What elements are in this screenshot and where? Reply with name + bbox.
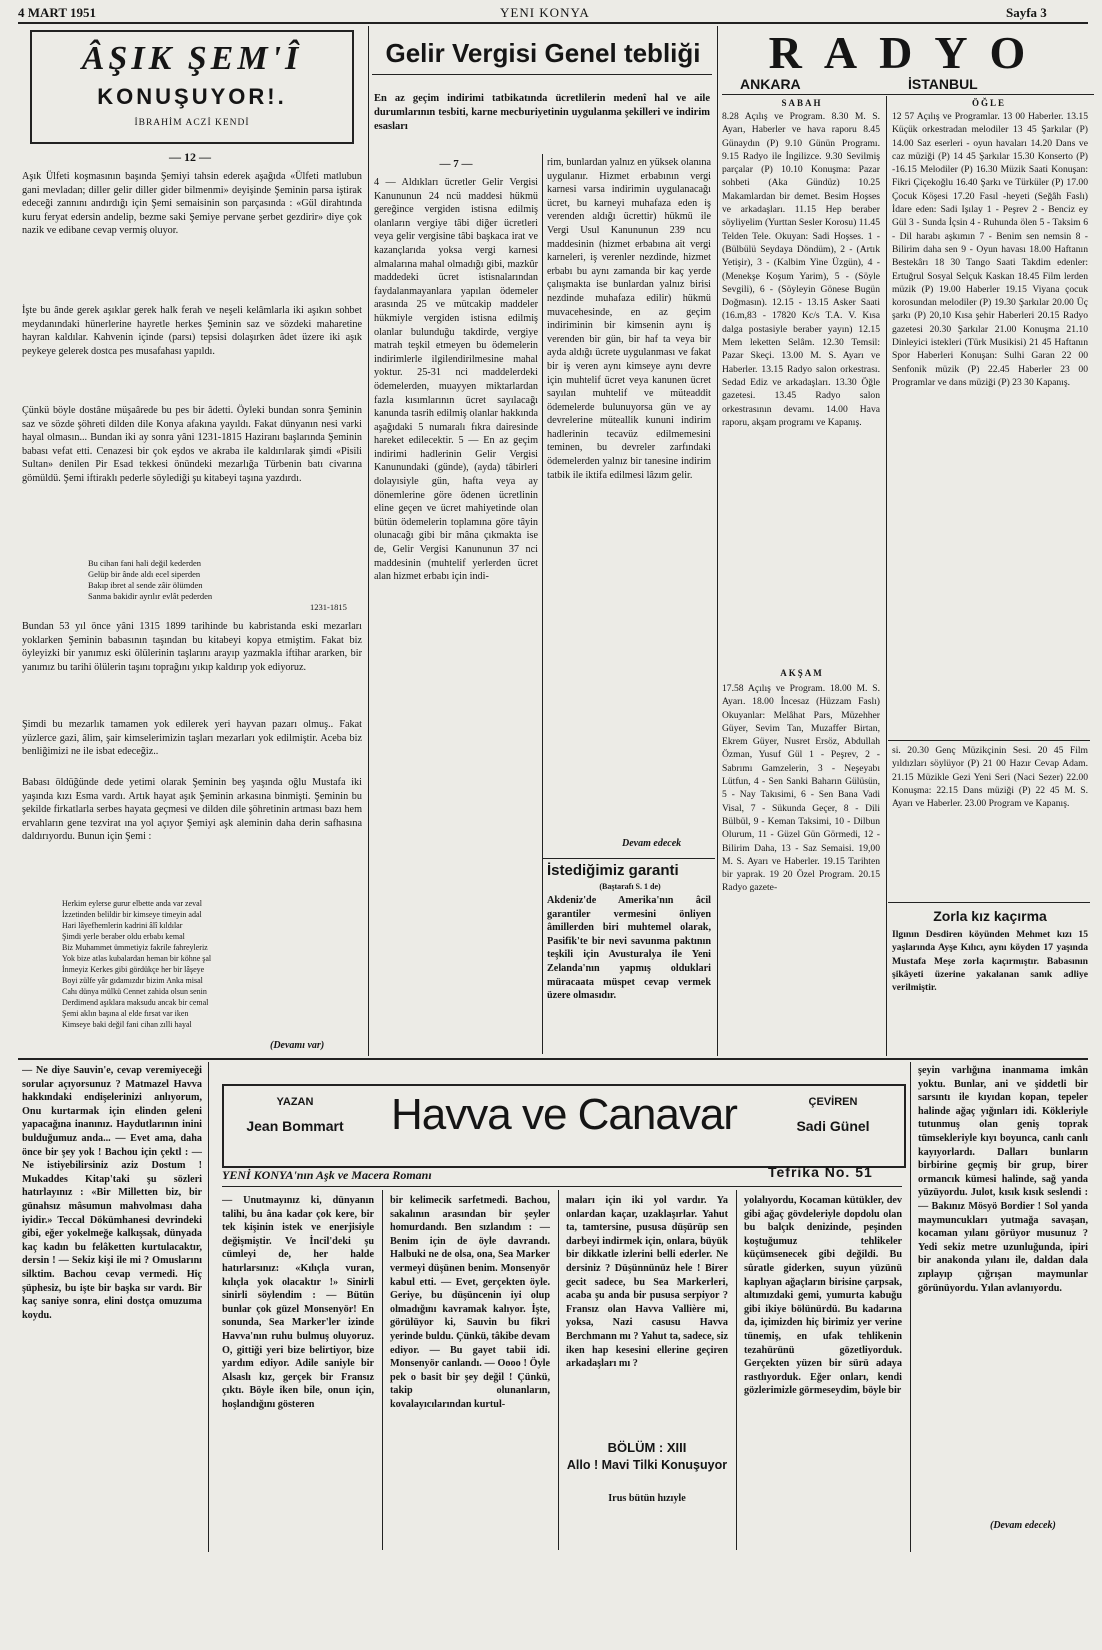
radyo-ogle: ÖĞLE [971,98,1006,108]
radyo-istanbul-program: 12 57 Açılış ve Programlar. 13 00 Haberler. 13.15 Küçük orkestradan melodiler 13 45 Şarkılar (P) 14.00 Saz eserleri - oyun havaları 14.20 Dans ve caz müziği (P) 14 45 Şarkılar 15.30 Konserto (P) -16.15 Melodiler (P) 16.30 Müzik Saati Konuşan: Fikri Çiçekoğlu 16.40 Şarkı ve Türküler (P) 17.00 Çocuk Köşesi 17.20 Fasıl -heyeti (Seğâh Faslı) İdare eden: Sadi Işılay 1 - Peşrev 2 - Benciz ey Gül 3 - Sunda İçsin 4 - Ruhunda ölen 5 - Taksim 6 - Dil harabı aşkımın 7 - Benim sen nemsin 8 - Bilirim daha sen 9 - Oyun havası 18.00 Haftanın Bestekârı 18 30 Tango Saati Takdim edenler: Ertuğrul Sosyal Selçuk Kaskan 18.45 Film lerden müzik (P) 19.00 Haberler 19.15 Viyana çocuk korosundan melodiler (P) 19.30 Şarkılar 20.00 Üç şarkı (P) 20,10 Kısa şehir Haberleri 20.15 Radyo gazetesi 20.30 Şarkılar 21.00 Konuşma 21.10 Dinleyici istekleri (Türk Musikisi) 21 45 Haftanın Spor Haberleri Konuşan: Sulhi Garan 22 00 Senfonik müzik (P) 22.45 Haberler 23 00 Programlar ve dans müziği (P) 23 30 Kapanış. [892,111,1088,388]
poem-line: Bakıp ibret al sende zâir ölümden [88,580,203,590]
asik-part: — 12 — [169,150,211,164]
poem-line: Yok bize atlas kubalardan heman bir köhne şal [62,954,212,963]
asik-para-6: Babası öldüğünde dede yetimi olarak Şeminin beş yaşında oğlu Mustafa iki yaşında kızı Esma vardı. Artık hayat aşık Şeminin arkasına binmişti. Şeminin bu şekilde firkatlarla serbes hayata geçmesi ve dilden dile şöhretinin artması bazı hem ervahların gene tezvirat ına yol açıyor Şemiyi aşk aleminin daha derin safhasına daldırıyordu. Bunun için Şemi : [22,777,362,843]
havva-ceviren-label: ÇEVİREN [808,1096,858,1108]
radyo-col-divider [886,96,887,1056]
gelir-title: Gelir Vergisi Genel tebliği [385,38,701,68]
havva-right-col: şeyin varlığına inanmama imkân yoktu. Bunlar, ani ve şiddetli bir sarsıntı ile kıyıdan kopan, tepeler halinde ağaç yığınları idi. Kökleriyle tutunmuş olan geniş toprak tümsekleriyle kıyı boyunca, canlı canlı kayıyorlardı. Dalları bunların birbirine geçmiş bir grup, birer ormancık kümesi halinde, sağ yanda yüzüyordu. Julot, kısık kısık seslendi : — Bakınız Mösyö Bordier ! Sol yanda maymuncukları yutmağa savaşan, kocaman yılanı görüyor musunuz ? Yedi sekiz metre uzunluğunda, ipiri bir anakonda yılanı ile, daldan dala zıplayıp çığrışan maymunlar görünüyordu. Yılan avlanıyordu. [918,1065,1088,1294]
havva-col-divider [736,1190,737,1550]
havva-col-3b: Irus bütün hızıyle [608,1493,686,1504]
asik-title-box [30,30,354,144]
asik-para-5: Şimdi bu mezarlık tamamen yok edilerek yeri hayvan pazarı olmuş.. Fakat yüzlerce gazi, âlim, şair kimselerimizin taşları mezarları yok edilmiştir. Aceba biz benliğimizi ne ile isbat edeceğiz.. [22,719,362,758]
poem-line: Cahı dünya mülkü Cennet zahida olsun senin [62,987,207,996]
poem-line: Hari lâyefhemlerin kadrini âlî kıldılar [62,921,183,930]
havva-col-divider [382,1190,383,1550]
havva-translator: Sadi Günel [796,1118,870,1134]
header-date: 4 MART 1951 [18,5,97,20]
radyo-aksam: AKŞAM [780,668,824,678]
column-divider [368,26,369,1056]
gelir-lead: En az geçim indirimi tatbikatında ücretlilerin medenî hal ve aile durumlarının tesbiti, karne mecburiyetinin uygulanma şekilleri ve indirim esasları [374,93,710,132]
asik-poem-1 [88,558,358,602]
havva-col-3: maları için iki yol vardır. Ya onlardan kaçar, uzaklaşırlar. Yahut ta, tamtersine, pususa düşürüp sen darbeyi indirmek için, onlara, büyük bir dikkatle izlerini belli ederler. Ne dersiniz ? Düşünnünüz hele ! Birer gecit sadece, bu Sea Markerleri, acaba şu anda bir pususa serpiyor ? Fransız olan Havva Vallière mi, yoksa, Nazi casusu Havva Berchmann mı ? Yahut ta, sadece, siz iken hap kesesini ellerine geçiren arkadaşları mı ? [566,1195,728,1370]
gelir-col-2: rim, bunlardan yalnız en yüksek olanına uygulanır. Hizmet erbabının vergi karnesi varsa indirimin uygulanacağı ücret, bu karneyi muhafaza eden iş verenden aldığı ücrettir) hükmü ile Vergi Usul Kanununun 239 ncu maddesinin (hizmet erbabına ait vergi karneleri, iş verenler nezdinde, hizmet erbabı bu aynı zamanda bir kaç yerde çalışmakta ise bunlardan yalnız birisi nezdinde muhafaza edilir) hükmü muvacehesinde, en az geçim indiriminin bir kimsenin aynı iş verenden bir gün, bir haf ta veya bir ayda aldığı ücrete uygulanması ve fakat bir iş veren aynı kimseye aynı devre için muhtelif ücret veya kanunen ücret sayılan muhtelif ve müteaddit ödemelerde bulunuyorsa gün ve ay devrelerine müteallik kununi indirim hadlerinin tecavüz edilmemesini teminen, bu devreler zarfındaki ödemelerden yalnız bir tanesine indirim tatbik ile iktifa edilmesi lâzım gelir. [547,157,711,481]
havva-continued: (Devam edecek) [990,1520,1056,1531]
gelir-part: — 7 — [439,158,473,170]
havva-series: YENİ KONYA'nın Aşk ve Macera Romanı [222,1168,432,1182]
radyo-title: RADYO [768,27,1048,78]
havva-title: Havva ve Canavar [391,1090,737,1139]
havva-col-2: bir kelimecik sarfetmedi. Bachou, sakalının arasından bir şeyler homurdandı. Ben sızlandım : — Benim için de öyle davrandı. Halbuki ne de olsa, ona, Sea Marker vermeyi düşünen benim. Monsenyör kabul etti. — Evet, gerçekten öyle. Geriye, bu düşüncenin iyi olup olmadığını kavramak kalıyor. İşte, görülüyor ki, Sauvin bu fikri yerinde buldu. Çünkü, tâkibe devam ediyor. — Bu gayet tabii idi. Monsenyör canlandı. — Oooo ! Öyle pek o basit bir şey değil ! Çünkü, takip olunanların, kovalayıcılarından kurtul- [390,1195,550,1410]
asik-para-1: Aşık Ülfeti koşmasının başında Şemiyi tahsin ederek aşağıda «Ülfeti matlubun gani mevladan; diller gelir diller gider bilmenmi» deyişinde Şeminin parsa iştirak edeceği zannını andırdığı için Şemi semaisinin son parçasında : «Gül dirahtında kuru feryat edersin andelip, bezme saki Şemiye pervane şerbet gezdirir» diye çok nazik ve edibane cevap vermiş oluyor. [22,171,362,237]
asik-para-4: Bundan 53 yıl önce yâni 1315 1899 tarihinde bu kabristanda eski mezarları yoklarken Şeminin babasının taşından bu kitabeyi kopya etmiştim. Fakat biz öyleyizki bir yanımız eski ölülerinin taşlarını arayıp yazmakla iftihar ararken, bir yanımız bu tarihi ölülerin taşını toprağını yıkıp kaldırıp yok ediyoruz. [22,621,362,673]
poem-line: İzzetinden belildir bir kimseye timeyin adal [62,910,202,919]
radyo-ankara-aksam: 17.58 Açılış ve Program. 18.00 M. S. Ayarı. 18.00 İncesaz (Hüzzam Faslı) Okuyanlar: Melâhat Pars, Müzehher Güyer, Sevim Tan, Muzaffer Birtan, Ekrem Güyer, Nusret Ersöz, Abdullah Özman, Yusuf Gül 1 - Peşrev, 2 - Sabrımı Gamzelerin, 3 - Neşeyabı Lütfun, 4 - Sen Sanki Baharın Gülüsün, 5 - Nay Takısimi, 6 - Sen Bana Vadi Visal, 7 - Sükunda Geçer, 8 - Dili Bülbül, 9 - Keman Taksimi, 10 - Dilbun Olurum, 11 - Güzel Gün Görmedi, 12 - Bilirim Daha, 13 - Saz Semaisi. 19,00 M. S. Ayarı ve Haberler. 19.15 Tarihten bir yaprak. 19 20 Özel Program. 20.15 Radyo gazete- [722,683,880,894]
radyo-rule [722,94,1094,95]
radyo-bottom-rule [888,740,1090,741]
poem-line: Boyi zülfe yâr gıdamızdır bizim Anka misal [62,976,203,985]
asik-continued: (Devamı var) [270,1040,325,1051]
poem-line: Şimdi yerle beraber oldu erbabı kemal [62,932,185,941]
radyo-istanbul: İSTANBUL [908,76,978,92]
asik-poem-date: 1231-1815 [310,602,347,612]
havva-bolum-title: Allo ! Mavi Tilki Konuşuyor [566,1458,728,1472]
poem-line: Kimseye baki değil fani cihan zılli hayal [62,1020,192,1029]
poem-line: Bu cihan fani hali değil kederden [88,558,202,568]
radyo-ankara-cont: si. 20.30 Genç Müzikçinin Sesi. 20 45 Film yıldızları söylüyor (P) 21 00 Hazır Cevap Adam. 21.15 Müzikle Gezi Yeni Seri (Naci Sezer) 22.00 Konuşma: 22.15 Dans müziği (P) 22 45 M. S. Ayarı ve Haberler. 23.00 Program ve Kapanış. [892,745,1088,810]
radyo-sabah: SABAH [781,98,823,108]
havva-col-divider [208,1062,209,1552]
havva-col-divider [910,1062,911,1552]
havva-left-col: — Ne diye Sauvin'e, cevap veremiyeceği sorular açıyorsunuz ? Matmazel Havva hakkındaki endişelerinizi anlıyorum, Onu kurtarmak için elinden geleni yapacağına inanınız. Haydutlarının inini bulduğumuz anda... — Evet ama, daha önce bir şey yok ! Bachou için çektl : — Ne istiyebilirsiniz aziz Dostum ! Mukaddes Kitap'taki şu sözleri hatırlayınız : «Bir Milletten biz, bir günahsız mâsumun mahvolması daha iyidir.» Teccal Dökümhanesi devrindeki gibi, eğer yokelmeğe kalkışsak, dünyada kaç kadın bu felâketten kurtulacaktır, dersin ! — Sekiz kişi ile mi ? Omuslarını silktim. Bachou cevap vermedi. Hiç şüphesiz, bu işte bir başka sır vardı. Bir kaç saniye sonra, elini dostça omuzuma koydu. [22,1065,202,1321]
gelir-col-divider [542,154,543,1054]
poem-line: Biz Muhammet ümmetiyiz fakrile fahreyleriz [62,943,208,952]
havva-yazan-label: YAZAN [276,1096,314,1108]
masthead-rule [18,22,1088,24]
havva-col-divider [558,1190,559,1550]
zorla-body: Ilgının Desdiren köyünden Mehmet kızı 15 yaşlarında Ayşe Kılıcı, aynı köyden 17 yaşında Mustafa Meşe zorla kaçırmıştır. Babasının şikâyeti üzerine yakalanan sanık adliye verilmiştir. [892,929,1088,994]
havva-tefrika: Tefrika No. 51 [768,1164,873,1180]
asik-author: İBRAHİM ACZİ KENDİ [134,118,250,128]
header-page: Sayfa 3 [1006,5,1047,20]
garanti-body: Akdeniz'de Amerika'nın âcil garantiler vermesini önliyen âmillerden biri muhtemel olarak, Pasifik'te bir nevi savunma paktının teşkili için Avusturalya ile Yeni Zelanda'nın yapmış olduklari müracaata müspet cevap vermek üzere olmasıdır. [547,895,711,1002]
poem-line: Şemi aklın başına al elde fırsat var iken [62,1009,189,1018]
gelir-col-1: 4 — Aldıkları ücretler Gelir Vergisi Kanununun 24 ncü maddesi hükmü gereğince vergiden istisna edilmiş olanların vergiye tâbi diğer ücretleri veya gelir vergisine tâbi başkaca irat ve kazançlarıda yoksa vergi karnesi almalarına mahal olmadığı gibi, mazkûr maddedeki ücret istisnalarından faydalanmayanlara yapılan ödemeler arasında 25 ve mütcakip maddeler hükmiyle vergiden istisna edilmiş olanlar bulunduğu takdirde, vergiye matrah teşkil etmeyen bu ödemelerin indirimlerle ilgilendirilmesine mahal yoktur. 25-31 nci maddelerdeki ödemelerden, muayyen miktarlardan fazla kısımlarının ücret sayılacağı kanunda tasrih edilmiş olanlar hakkında aşağıdaki 5 numaralı fıkra dairesinde hareket edilecektir. 5 — En az geçim indirimi hadlerinin Gelir Vergisi Kanunundaki (günde), (ayda) tâbirleri dolayısiyle gün, hafta veya ay dönemlerine göre ödenen ücretlinin eline geçen ve ücret mahiyetinde olan bütün ödemelerin toplamına göre tâyin olunacağı gibi bir mâna çıkmakta ise de, Gelir Vergisi Kanununun 37 nci maddesinin (muhtelif yerlerden ücret alan hizmet erbabı için indi- [374,177,538,583]
column-divider [717,26,718,1056]
havva-bolum: BÖLÜM : XIII [607,1440,687,1455]
asik-poem-2 [62,898,362,1030]
radyo-ankara: ANKARA [740,76,801,92]
havva-author: Jean Bommart [246,1118,344,1134]
garanti-rule [543,858,715,859]
zorla-title: Zorla kız kaçırma [933,908,1047,924]
gelir-title-rule [372,74,712,75]
poem-line: Sanma bakidir ayrılır evlât pederden [88,591,213,601]
poem-line: Gelüp bir ânde aldı ecel siperden [88,569,201,579]
header-paper: YENI KONYA [500,5,590,20]
asik-para-3: Çünkü böyle dostâne müşaârede bu pes bir âdetti. Öyleki bundan sonra Şeminin saz ve sözde şöhreti dilden dile Konya afakına yayıldı. Fakat dünyanın nesi varki hayal olmasın... Bundan iki ay sonra yâni 1231-1815 Haziranı başlarında Şeminin babası vefat etti. Cenazesi bir çok eşdos ve akraba ile kaldırılarak şimdi «Pisili Sultan» denilen Pir Esad tekkesi önündeki mezarlığa Türbenin batı civarına gömüldü. Şemi iftiraklı pederle söylediği şu kitabeyi taşına yazdırdı. [22,405,362,484]
havva-col-4: yolalıyordu, Kocaman kütükler, dev gibi ağaç gövdeleriyle dopdolu olan bu balçık denizinde, peşinden koştuğumuz tehlikeler küçümsenecek gibi değildi. Bu sûratle giderken, suyun yüzünü kaplıyan ağaçların birisine çarpsak, altımızdaki gemi, yumurta kabuğu gibi ikiye bölünürdü. Bu kadarına da, içimizden hiç birimiz yer verine tünemiş, en ufak tehlikenin tezahürünü gözetliyorduk. Gerçekten yüzen bir sürü adaya rastlıyorduk. Eğer onları, kendi gözlerimizle görmeseydim, böyle bir [744,1195,902,1397]
asik-subtitle: KONUŞUYOR!. [97,84,287,109]
section-rule [18,1058,1088,1060]
gelir-continued: Devam edecek [622,838,682,849]
havva-col-1: — Unutmayınız ki, dünyanın talihi, bu âna kadar çok kere, bir tek kişinin istek ve enerjisiyle değişmiştir. Ve İncil'deki şu cümleyi de, her halde hatırlarsınız: «Kılıçla vuran, kılıçla yok olacaktır !» Sinirli sinirli söylendim : — Bütün bunlar çok güzel Monsenyör! En sonunda, Sea Marker'ler izinde Havva'nın ruhu bulmuş oluyoruz. O, gittiği yeri bize belirtiyor, bize yardım ediyor. Adile saniyle bir Alsaslı kız, gerçek bir Fransız çıktı. Böyle iken bile, onun için, hoşlandığını gösteren [222,1195,374,1410]
poem-line: Derdimend aşıklara maksudu ancak bir cemal [62,998,209,1007]
asik-para-2: İşte bu ânde gerek aşıklar gerek halk ferah ve neşeli kelâmlarla iki aşıkın sohbet meydanındaki hünerlerine hayretle herkes Şeminin saz ve sözdeki maharetine hayran kaldılar. Kahvenin içinde (parsı) tepsisi dolaşırken âdet üzere iki aşık peykeye gelerek dostca pes musafahası yapıldı. [22,305,362,357]
poem-line: Herkim eylerse gurur elbette anda var zeval [62,899,202,908]
asik-title: ÂŞIK ŞEM'Î [81,40,303,77]
havva-title-box [222,1084,906,1168]
havva-header-rule [222,1186,902,1187]
poem-line: İnmeyiz Kerkes gibi gördükçe her bir lâşeye [62,965,205,974]
garanti-sub: (Baştarafı S. 1 de) [599,882,661,891]
radyo-ankara-sabah: 8.28 Açılış ve Program. 8.30 M. S. Ayarı, Haberler ve hava raporu 8.45 Günaydın (P) 9.10 Günün Programı. 9.15 Radyo ile İngilizce. 9.30 Sevilmiş parçalar (P) 10.10 Konuşma: Pazar sohbeti (Aka Gündüz) 10.25 Makamlardan bir demet. Besim Hoşses ve arkadaşları. 11.15 Hep beraber söyliyelim (Yurttan Sesler Korosu) 11.45 Telden Tele. Okuyan: Sadi Hoşses. 1 - (Bülbülü Seydaya Döndüm), 2 - (Artık Yetişir), 3 - (Kalbim Yine Üzgün), 4 - (Menekşe Koşum Yarim), 5 - (Söyle Sevgili), 6 - (Söyleyin Gönese Bugün Doğmasın). 12.15 - 13.15 Asker Saati (16.m,83 - 17820 Kc/s T.A. V. Kısa dalga postasiyle beraber yayın) 12.15 Mem leketten Selâm. 12.30 Temsil: Pazar Skeçi. 13.00 M. S. Ayarı ve Haberler. 13.15 Radyo salon orkestrası. Sedad Ediz ve arkadaşları. 13.30 Öğle gazetesi. 13.45 Radyo salon orkestrasının devamı. 14.00 Hava raporu, akşam programı ve Kapanış. [722,111,880,428]
garanti-title: İstediğimiz garanti [547,862,679,879]
zorla-rule [888,902,1090,903]
